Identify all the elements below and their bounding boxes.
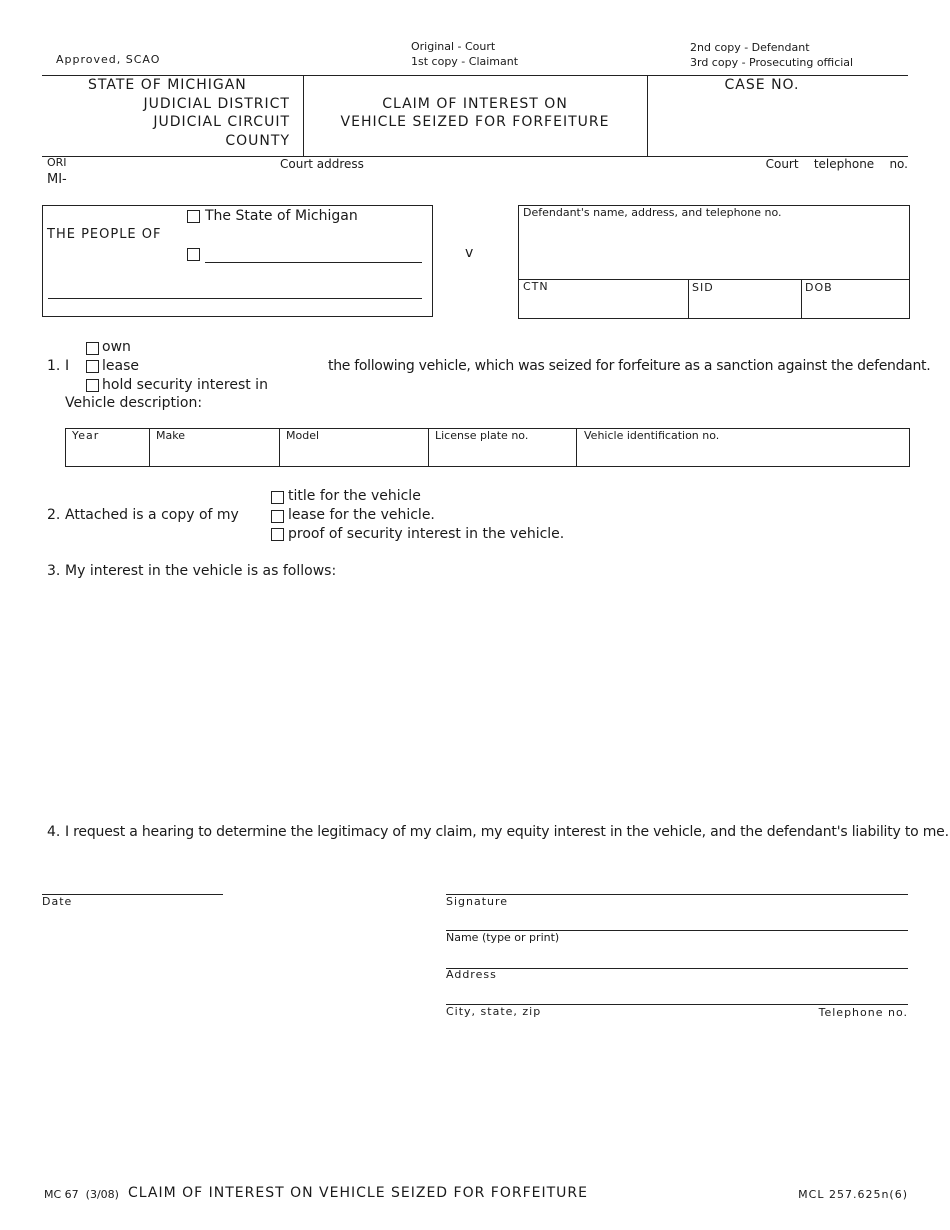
item-2-text: Attached is a copy of my <box>65 507 239 523</box>
approved-label: Approved, SCAO <box>56 53 161 66</box>
item-1-number: 1. <box>47 358 61 374</box>
versus: v <box>465 245 474 261</box>
case-no-field[interactable] <box>660 96 900 150</box>
city-state-zip-label: City, state, zip <box>446 1005 542 1018</box>
footer-statute: MCL 257.625n(6) <box>798 1188 908 1201</box>
title-option: title for the vehicle <box>288 488 421 504</box>
vehicle-col-vin: Vehicle identification no. <box>584 429 720 442</box>
header-top-rule <box>42 75 908 76</box>
name-label: Name (type or print) <box>446 931 560 944</box>
form-title-line-1: CLAIM OF INTEREST ON <box>382 96 568 112</box>
address-label: Address <box>446 968 497 981</box>
item-1-subject: I <box>65 358 70 374</box>
footer-form-number: MC 67 (3/08) <box>44 1188 119 1201</box>
interest-description-field[interactable] <box>65 588 910 808</box>
footer-title: CLAIM OF INTEREST ON VEHICLE SEIZED FOR FORFEITURE <box>128 1185 588 1201</box>
security-interest-option: hold security interest in <box>102 377 268 393</box>
copy-distribution-second: 2nd copy - Defendant <box>690 41 810 54</box>
own-option: own <box>102 339 131 355</box>
defendant-id-rule <box>518 279 909 280</box>
item-4-number: 4. <box>47 824 61 840</box>
court-address-label: Court address <box>280 157 364 171</box>
defendant-label: Defendant's name, address, and telephone no. <box>523 206 782 219</box>
signature-label: Signature <box>446 895 509 908</box>
vehicle-col-make: Make <box>156 429 185 442</box>
copy-distribution-first: 1st copy - Claimant <box>411 55 519 68</box>
court-telephone-label: Court telephone no. <box>765 157 908 171</box>
title-checkbox[interactable] <box>271 491 284 504</box>
vehicle-col-divider-3 <box>428 428 429 466</box>
sid-dob-divider <box>801 279 802 318</box>
vehicle-col-divider-4 <box>576 428 577 466</box>
vehicle-col-divider-1 <box>149 428 150 466</box>
item-3-text: My interest in the vehicle is as follows: <box>65 563 337 579</box>
signature-line[interactable] <box>446 894 908 895</box>
dob-label: DOB <box>805 281 833 294</box>
vehicle-description-label: Vehicle description: <box>65 395 203 411</box>
item-3-number: 3. <box>47 563 61 579</box>
date-label: Date <box>42 895 73 908</box>
vehicle-col-model: Model <box>286 429 320 442</box>
copy-distribution-original: Original - Court <box>411 40 496 53</box>
lease-checkbox[interactable] <box>86 360 99 373</box>
judicial-circuit: JUDICIAL CIRCUIT <box>153 114 290 130</box>
own-checkbox[interactable] <box>86 342 99 355</box>
people-extra-line[interactable] <box>48 298 422 299</box>
form-title-line-2: VEHICLE SEIZED FOR FORFEITURE <box>340 114 610 130</box>
state-of-michigan: STATE OF MICHIGAN <box>88 77 247 93</box>
copy-distribution-third: 3rd copy - Prosecuting official <box>690 56 854 69</box>
state-of-michigan-checkbox[interactable] <box>187 210 200 223</box>
lease-copy-checkbox[interactable] <box>271 510 284 523</box>
item-1-text: the following vehicle, which was seized for forfeiture as a sanction against the defendant. <box>328 358 931 374</box>
proof-security-option: proof of security interest in the vehicle. <box>288 526 565 542</box>
ctn-sid-divider <box>688 279 689 318</box>
lease-option: lease <box>102 358 139 374</box>
sid-label: SID <box>692 281 714 294</box>
security-interest-checkbox[interactable] <box>86 379 99 392</box>
ori-label: ORI <box>47 156 67 169</box>
proof-security-checkbox[interactable] <box>271 528 284 541</box>
vehicle-col-divider-2 <box>279 428 280 466</box>
address-line[interactable] <box>446 968 908 969</box>
state-of-michigan-option: The State of Michigan <box>205 208 358 224</box>
lease-copy-option: lease for the vehicle. <box>288 507 435 523</box>
telephone-label: Telephone no. <box>818 1006 908 1019</box>
county: COUNTY <box>225 133 290 149</box>
judicial-district: JUDICIAL DISTRICT <box>143 96 290 112</box>
item-4-text: I request a hearing to determine the legitimacy of my claim, my equity interest in the vehicle, and the defendant's liability to me. <box>65 824 949 840</box>
defendant-field[interactable] <box>523 222 903 274</box>
ori-value[interactable]: MI- <box>47 172 67 187</box>
ctn-label: CTN <box>523 280 549 293</box>
vehicle-col-year: Year <box>72 429 100 442</box>
other-plaintiff-line[interactable] <box>205 262 422 263</box>
people-of-label: THE PEOPLE OF <box>47 227 162 242</box>
item-2-number: 2. <box>47 507 61 523</box>
other-plaintiff-checkbox[interactable] <box>187 248 200 261</box>
case-no-label: CASE NO. <box>724 77 800 93</box>
vehicle-col-license: License plate no. <box>435 429 529 442</box>
